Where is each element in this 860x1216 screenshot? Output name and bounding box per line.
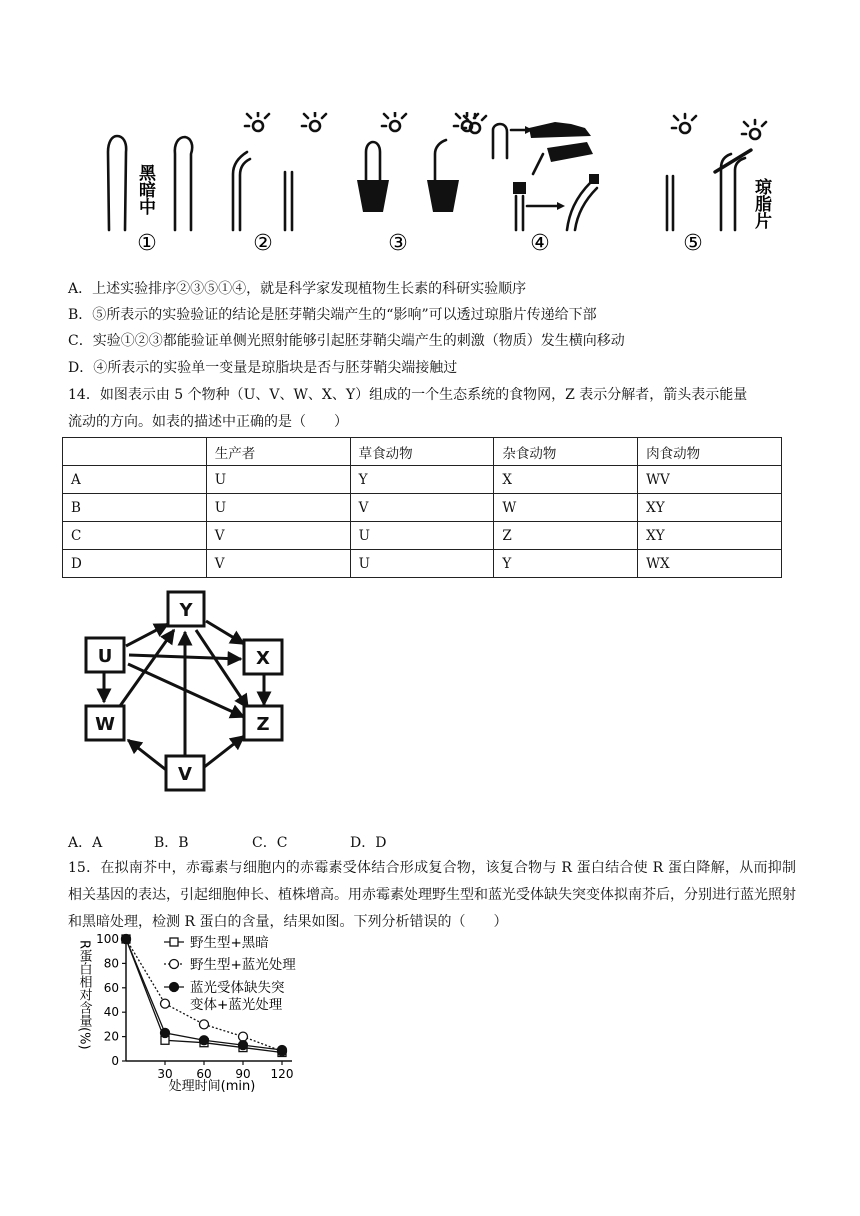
legend-label: 野生型+黑暗 [190,935,269,951]
table-row [63,522,782,550]
table-header-cell: 杂食动物 [494,438,638,466]
y-tick-label: 20 [103,1029,119,1044]
x-tick-label: 90 [235,1067,251,1081]
legend-marker [170,960,179,969]
table-header-cell: 生产者 [206,438,350,466]
light-source-icon [382,112,406,131]
figure-number-4: ④ [530,231,550,256]
arrow-icon [533,154,543,174]
food-web-diagram [78,588,308,810]
figure-number-1: ① [137,231,157,256]
legend-marker [170,983,179,992]
table-cell: Y [494,550,638,578]
light-source-icon [672,114,696,133]
table-cell: Z [494,522,638,550]
bent-coleoptile-icon [567,182,597,230]
table-cell: V [350,494,494,522]
food-web-table [62,437,782,578]
q13-option-c: C．实验①②③都能验证单侧光照射能够引起胚芽鞘尖端产生的刺激（物质）发生横向移动 [68,333,625,349]
table-cell: WX [638,550,782,578]
table-cell: U [206,494,350,522]
table-cell: A [63,466,207,494]
table-cell: V [206,522,350,550]
x-tick-label: 120 [270,1067,294,1081]
arrow-v-z [203,736,244,768]
q14-stem-line2: 流动的方向。如表的描述中正确的是（ ） [68,414,348,430]
arrow-y-x [206,621,244,644]
q14-option-c: C．C [252,835,288,851]
table-cell: X [494,466,638,494]
data-point-series-1 [161,999,170,1008]
decapitated-coleoptile-icon [516,196,523,230]
table-header-cell: 草食动物 [350,438,494,466]
node-label-x: X [256,648,270,669]
coleoptile-3a-icon [366,142,380,180]
agar-block-top-icon [529,122,591,138]
q13-option-b: B．⑤所表示的实验验证的结论是胚芽鞘尖端产生的“影响”可以透过琼脂片传递给下部 [68,307,597,323]
table-cell: W [494,494,638,522]
agar-cube-icon [513,182,526,194]
data-point-series-2 [161,1028,170,1037]
light-source-icon [302,112,326,131]
agar-label: 琼脂片 [751,178,771,229]
y-tick-label: 60 [103,980,119,995]
coleoptile-1b-icon [175,137,192,230]
node-label-u: U [97,646,113,667]
data-point-series-1 [239,1032,248,1041]
table-row [63,466,782,494]
figure-number-5: ⑤ [683,231,703,256]
coleoptile-5a-icon [667,176,673,230]
y-tick-label: 80 [103,956,119,971]
x-tick-label: 30 [157,1067,173,1081]
q13-option-a: A．上述实验排序②③⑤①④，就是科学家发现植物生长素的科研实验顺序 [68,281,527,297]
legend-marker [170,938,178,946]
q14-option-b: B．B [154,835,189,851]
light-source-icon [742,120,766,139]
node-label-z: Z [256,714,270,735]
y-tick-label: 40 [103,1005,119,1020]
light-source-icon [245,112,269,131]
table-cell: B [63,494,207,522]
coleoptile-4-icon [493,124,507,158]
q14-stem-line1: 14．如图表示由 5 个物种（U、V、W、X、Y）组成的一个生态系统的食物网，Z 表示分解者，箭头表示能量 [68,387,748,403]
table-cell: U [350,550,494,578]
data-point-series-1 [200,1020,209,1029]
table-cell: WV [638,466,782,494]
x-tick-label: 60 [196,1067,212,1081]
agar-piece-icon [715,150,751,172]
q15-stem: 15．在拟南芥中，赤霉素与细胞内的赤霉素受体结合形成复合物，该复合物与 R 蛋白结合使 R 蛋白降解，从而抑制相关基因的表达，引起细胞伸长、植株增高。用赤霉素处理野生型和蓝光受体缺失突变体拟南芥后，分别进行蓝光照射和黑暗处理，检测 R 蛋白的含量，结果如图。下列分析错误的（ ） [68,860,796,930]
table-cell: U [206,466,350,494]
table-header-cell [63,438,207,466]
y-tick-label: 100 [96,932,119,946]
black-base-icon [427,180,459,212]
table-header-row [63,438,782,466]
table-cell: XY [638,522,782,550]
legend-label: 蓝光受体缺失突 [190,980,285,996]
arrow-w-y [120,630,174,706]
table-row [63,494,782,522]
coleoptile-3b-icon [435,140,446,180]
table-cell: C [63,522,207,550]
data-point-series-2 [278,1046,287,1055]
table-cell: XY [638,494,782,522]
plant-experiment-figure [95,112,775,258]
r-protein-chart [70,924,330,1094]
node-label-v: V [178,764,192,785]
table-cell: Y [350,466,494,494]
node-label-w: W [95,714,115,735]
table-cell: D [63,550,207,578]
figure-number-3: ③ [388,231,408,256]
legend-label: 野生型+蓝光处理 [190,957,296,973]
table-header-cell: 肉食动物 [638,438,782,466]
q13-option-d: D．④所表示的实验单一变量是琼脂块是否与胚芽鞘尖端接触过 [68,360,458,376]
q14-option-a: A．A [68,835,103,851]
table-cell: U [350,522,494,550]
y-axis-label: R蛋白相对含量(%) [76,940,92,1050]
legend-label-line2: 变体+蓝光处理 [190,997,283,1013]
x-axis-label: 处理时间(min) [168,1079,256,1094]
node-label-y: Y [179,600,193,621]
data-point-series-2 [122,935,131,944]
coleoptile-2b-icon [285,172,292,230]
coleoptile-2a-icon [233,152,250,230]
arrow-v-w [128,740,170,773]
black-base-icon [357,180,389,212]
q14-options [68,833,386,853]
q14-option-d: D．D [350,835,387,851]
agar-cube-icon [589,174,599,184]
y-tick-label: 0 [111,1054,119,1068]
data-point-series-2 [239,1041,248,1050]
figure-number-2: ② [253,231,273,256]
arrowhead-icon [557,202,565,210]
dark-label: 黑暗中 [135,164,155,215]
agar-block-icon [547,142,593,162]
arrow-u-y [126,624,168,646]
coleoptile-1a-icon [108,136,126,230]
table-row [63,550,782,578]
table-cell: V [206,550,350,578]
data-point-series-2 [200,1036,209,1045]
